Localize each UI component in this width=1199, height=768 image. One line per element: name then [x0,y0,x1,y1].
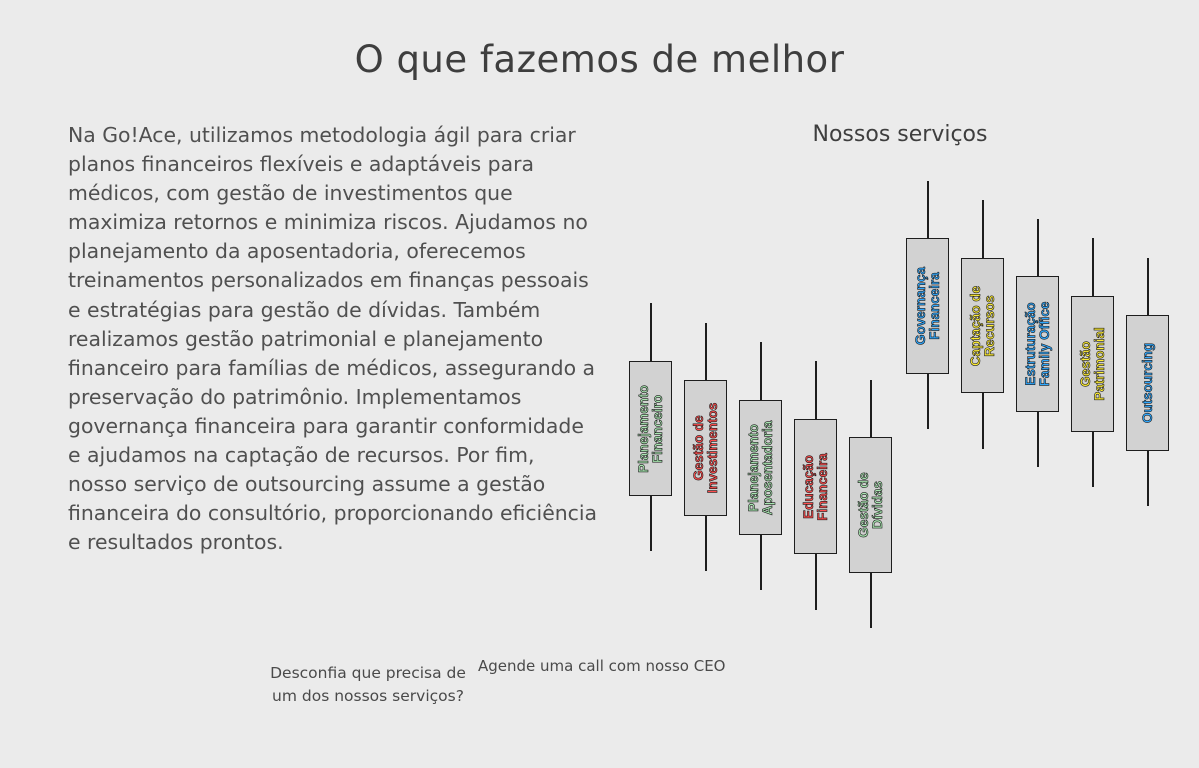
service-label-line1: Planejamento [745,423,761,512]
service-label [857,472,885,537]
candle-body [961,258,1004,393]
candle-body [1016,276,1059,412]
service-label [692,403,720,494]
service-label-line2: Dívidas [869,480,885,530]
service-label [1141,343,1155,423]
candle-body [906,238,949,374]
candle-body [1126,315,1169,451]
cta-call-link[interactable]: Agende uma call com nosso CEO [478,657,726,675]
service-label-line2: Financeira [926,272,942,340]
service-label-line2: Aposentadoria [759,420,775,515]
service-candle-planejamento-financeiro[interactable] [629,303,673,551]
service-candle-gestao-patrimonial[interactable] [1071,238,1115,487]
cta-question: Desconfia que precisa de um dos nossos serviços? [270,664,466,705]
service-candle-estruturacao-family-office[interactable] [1016,219,1060,467]
service-label-line1: Gestão de [855,472,871,538]
service-label [1079,327,1107,401]
candle-body [794,419,837,554]
service-label-line2: Family Office [1036,301,1052,387]
service-candle-outsourcing[interactable] [1126,258,1170,506]
service-label [802,453,830,521]
service-label [914,267,942,345]
service-label-line2: Financeira [814,452,830,521]
candle-body [739,400,782,535]
service-label-line1: Gestão [1077,341,1093,387]
candle-body [1071,296,1114,432]
service-label-line1: Captação de [967,285,983,366]
service-label-line1: Gestão de [690,415,706,481]
service-label-line1: Estruturação [1022,302,1038,386]
service-label-line2: Patrimonial [1091,327,1107,401]
service-label-line1: Governança [912,266,928,346]
candle-body [849,437,892,573]
service-label-line1: Educação [800,454,816,519]
service-label-line1: Planejamento [635,384,651,473]
intro-text: Na Go!Ace, utilizamos metodologia ágil para criar planos financeiros flexíveis e adaptáveis para médicos, com gestão de investimentos que maximiza retornos e minimiza riscos. Ajudamos no planejamento da aposentadoria, oferecemos treinamentos personalizados em finanças pessoais e estratégias para gestão de dívidas. Também realizamos gestão patrimonial e planejamento financeiro para famílias de médicos, assegurando a preservação do patrimônio. Implementamos governança financeira para garantir conformidade e ajudamos na captação de recursos. Por fim, nosso serviço de outsourcing assume a gestão financeira do consultório, proporcionando eficiência e resultados prontos. [68,123,598,555]
services-title: Nossos serviços [812,122,988,147]
service-label-line1: Outsourcing [1139,342,1155,424]
service-label [747,420,775,515]
service-candle-governanca-financeira[interactable] [906,181,950,429]
page-title: O que fazemos de melhor [354,38,845,81]
service-label-line2: Investimentos [704,402,720,494]
service-candle-gestao-investimentos[interactable] [684,323,728,571]
candle-body [684,380,727,516]
service-label [969,285,997,365]
service-label-line2: Financeiro [649,394,665,463]
service-candle-planejamento-aposentadoria[interactable] [739,342,783,590]
service-label [1024,302,1052,387]
candle-body [629,361,672,496]
service-candle-educacao-financeira[interactable] [794,361,838,610]
service-candle-gestao-dividas[interactable] [849,380,893,628]
service-candle-captacao-recursos[interactable] [961,200,1005,449]
service-label [637,385,665,473]
service-label-line2: Recursos [981,294,997,357]
